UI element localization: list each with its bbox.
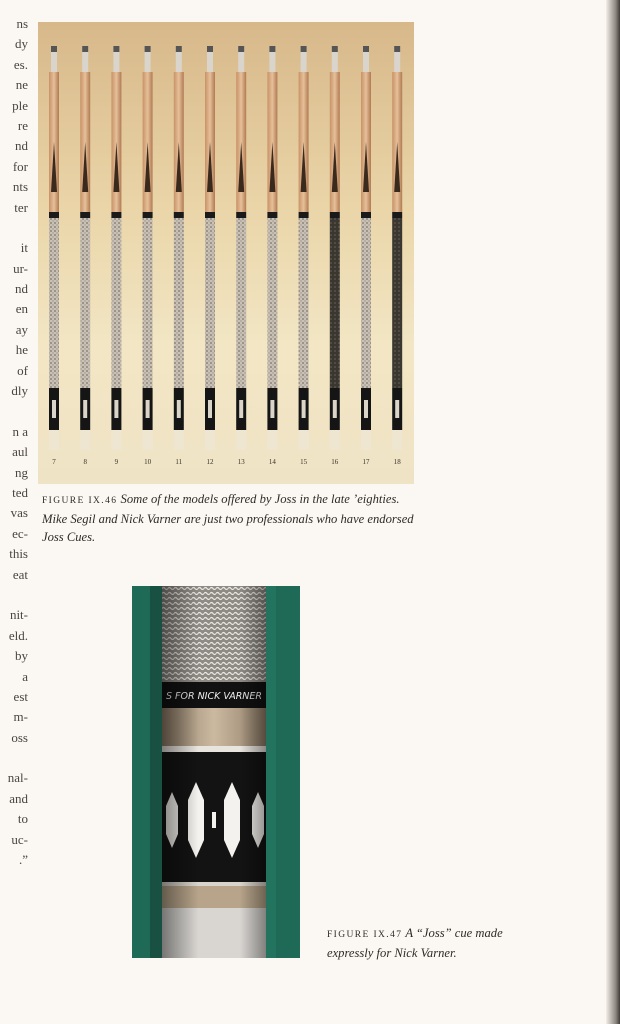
cue-15 [299,46,309,450]
margin-line: ne [15,77,28,93]
margin-line: dy [15,36,28,52]
margin-line: he [15,342,28,358]
margin-line: ng [15,464,28,480]
margin-line: dly [11,383,28,399]
margin-line: uc- [11,831,28,847]
margin-line: es. [13,56,28,72]
margin-line: for [12,158,28,174]
margin-line [0,218,28,238]
margin-line: nts [12,179,28,195]
cue-number-label: 9 [114,458,119,466]
cue-number-label: 12 [206,458,214,466]
cue-number-label: 11 [175,458,183,466]
margin-line: nit- [9,607,28,623]
margin-line [0,748,28,768]
margin-line: nd [15,138,28,154]
cue-14 [267,46,277,450]
margin-line [0,585,28,605]
cue-number-label: 16 [331,458,339,466]
cue-number-label: 18 [393,458,401,466]
figure-47-label: FIGURE IX.47 [327,930,403,940]
cue-10 [143,46,153,450]
cue-number-label: 10 [144,458,152,466]
margin-line: ple [12,97,28,113]
margin-line [0,401,28,421]
margin-line: re [17,117,28,133]
margin-line: m- [13,709,28,725]
figure-47-photo-cue-butt [132,586,300,958]
cue-12 [205,46,215,450]
margin-line: oss [11,729,28,745]
cue-8 [80,46,90,450]
margin-line: aul [12,444,28,460]
figure-46-photo-cue-lineup [38,22,414,484]
margin-line: of [17,362,28,378]
margin-line: ur- [13,260,28,276]
margin-line: en [15,301,28,317]
margin-line: nd [15,281,28,297]
margin-line: .” [18,852,28,868]
margin-line: by [15,648,28,664]
margin-line: a [22,668,28,684]
cue-number-label: 13 [237,458,245,466]
figure-47-caption-text: A “Joss” cue made expressly for Nick Varner. [327,926,503,960]
book-spine-shadow [606,0,620,1024]
cue-butt-closeup-illustration [132,586,300,958]
margin-line: nal- [7,770,28,786]
cue-number-label: 8 [83,458,87,466]
margin-line: ec- [12,525,28,541]
margin-line: it [20,240,28,256]
margin-line: this [9,546,28,562]
cue-17 [361,46,371,450]
cue-lineup-illustration [38,22,414,484]
margin-line: ter [14,199,28,215]
cue-number-label: 15 [300,458,308,466]
cue-16 [330,46,340,450]
margin-line: ns [16,16,28,31]
margin-line: est [13,688,28,704]
figure-46-caption-text: Some of the models offered by Joss in the late ’eighties. Mike Segil and Nick Varner are just two professionals who have endorsed Joss Cues. [42,492,414,545]
cue-11 [174,46,184,450]
margin-line: eld. [8,627,28,643]
margin-line: ay [15,321,28,337]
figure-47-caption [327,924,527,962]
figure-46-caption [42,490,414,547]
cue-number-label: 17 [362,458,370,466]
margin-line: ted [12,484,28,500]
cue-18 [392,46,402,450]
margin-line: n a [12,423,28,439]
cue-number-label: 14 [268,458,276,466]
cue-7 [49,46,59,450]
cue-number-label: 7 [52,458,56,466]
margin-line: vas [10,505,28,521]
figure-46-label: FIGURE IX.46 [42,496,118,506]
cue-9 [111,46,121,450]
margin-line: to [17,811,28,827]
margin-line: eat [12,566,28,582]
cue-13 [236,46,246,450]
left-column-text-fragments [0,14,28,870]
margin-line: and [9,790,28,806]
